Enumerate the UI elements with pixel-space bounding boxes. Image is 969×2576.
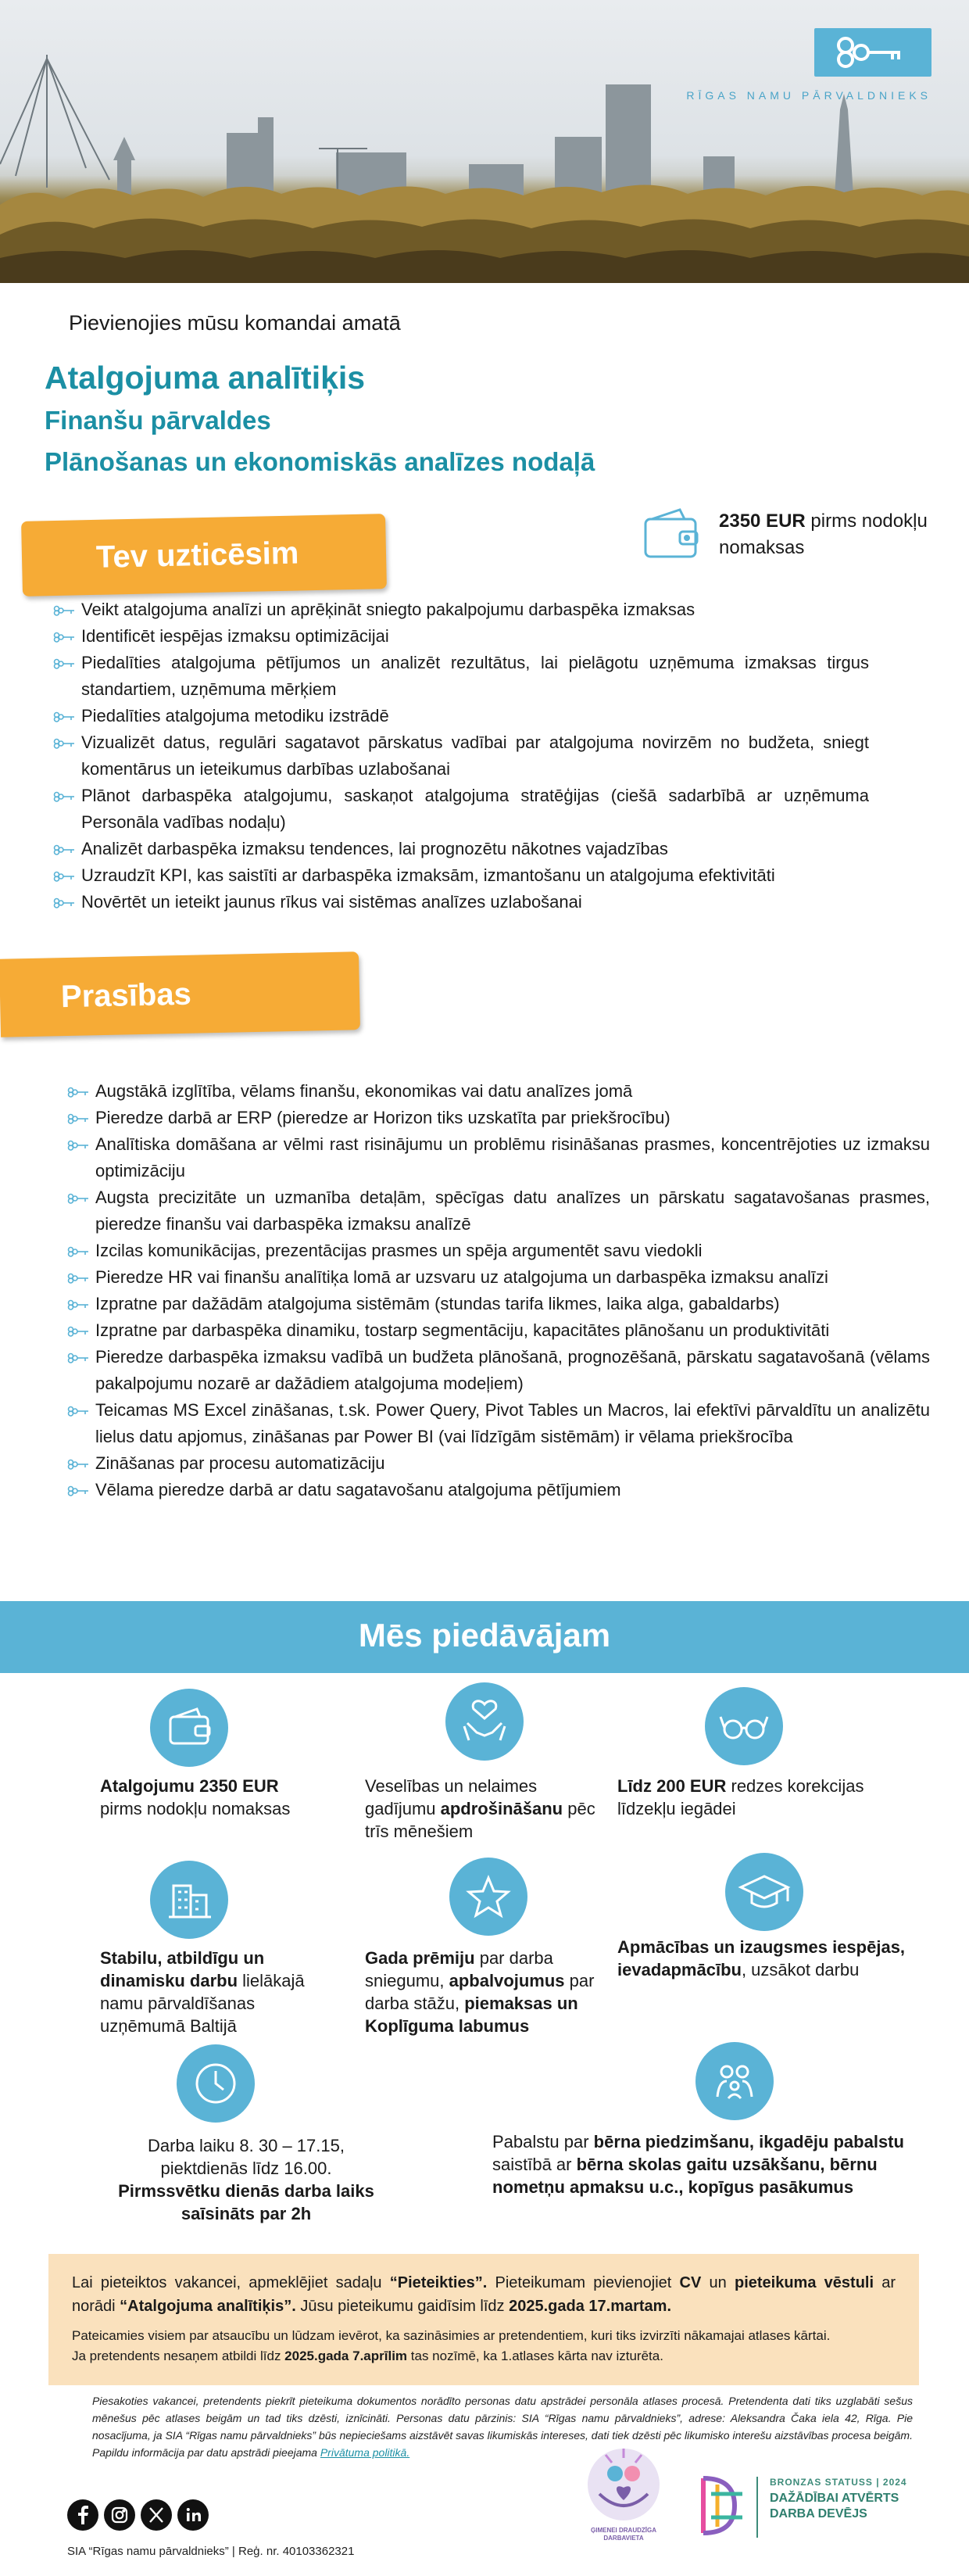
privacy-policy-link[interactable]: Privātuma politikā. (320, 2446, 410, 2459)
responsibility-item (53, 783, 869, 836)
offer-family-bold: bērna piedzimšanu, ikgadēju pabalstu (593, 2132, 904, 2151)
responsibility-item (53, 889, 869, 915)
offer-work-hours-bold: Pirmssvētku dienās darba laiks saīsināts par 2h (118, 2181, 374, 2223)
responsibilities-heading: Tev uzticēsim (95, 536, 299, 575)
application-instructions (72, 2271, 896, 2318)
diversity-employer-title (770, 2491, 899, 2522)
company-logo (686, 28, 931, 102)
application-info-box (48, 2254, 919, 2385)
offer-work-hours-line2: piektdienās līdz 16.00. (160, 2159, 332, 2178)
offer-family-text: Pabalstu par (492, 2132, 594, 2151)
apply-cv: CV (679, 2274, 702, 2291)
key-bullet-icon (67, 1299, 91, 1310)
requirement-item-text: Pieredze HR vai finanšu analītiķa lomā ar uzsvaru uz atalgojuma un darbaspēka izmaksu analīzi (95, 1267, 828, 1287)
offer-insurance (365, 1775, 599, 1843)
requirements-list (67, 1078, 930, 1503)
key-bullet-icon (67, 1246, 91, 1257)
apply-reply-text: Ja pretendents nesaņem atbildi līdz (72, 2348, 285, 2363)
apply-letter: pieteikuma vēstuli (734, 2274, 874, 2291)
family-friendly-badge-icon (582, 2439, 665, 2531)
apply-text-a: Lai pieteiktos vakancei, apmeklējiet sadaļu (72, 2274, 390, 2291)
buildings-icon (150, 1861, 228, 1939)
responsibility-item (53, 836, 869, 862)
offer-awards-text: par darba stāžu, (365, 1971, 595, 2013)
responsibility-item (53, 650, 869, 703)
requirement-item (67, 1450, 930, 1477)
diversity-title-line2: DARBA DEVĒJS (770, 2507, 867, 2520)
job-title: Atalgojuma analītiķis (45, 360, 366, 396)
requirement-item (67, 1184, 930, 1238)
offer-stable-job-text: lielākajā namu pārvaldīšanas uzņēmumā Baltijā (100, 1971, 305, 2036)
apply-text-c: Pieteikumam pievienojiet (487, 2274, 680, 2291)
apply-text-g: ar norādi (72, 2274, 896, 2315)
requirement-item (67, 1105, 930, 1131)
salary-amount: 2350 EUR (719, 511, 806, 532)
family-icon (695, 2042, 774, 2120)
responsibility-item (53, 703, 869, 729)
salary-info (719, 508, 953, 561)
responsibility-item-text: Vizualizēt datus, regulāri sagatavot pārskatus vadībai par atalgojuma novirzēm no budžeta, sniegt komentārus un ieteikumus darbības uzlabošanai (81, 733, 869, 779)
salary-note: pirms nodokļu nomaksas (719, 511, 928, 558)
key-bullet-icon (67, 1459, 91, 1470)
glasses-icon (705, 1687, 783, 1765)
responsibility-item (53, 862, 869, 889)
key-bullet-icon (67, 1326, 91, 1337)
apply-text-e: un (701, 2274, 735, 2291)
key-bullet-icon (53, 844, 77, 855)
privacy-text: Piesakoties vakancei, pretendents piekrīt pieteikuma dokumentos norādīto personas datu apstrādei personāla atlases procesā. Pretendenta dati tiks uzglabāti sešus mēnešus pēc atlases beigām un tad tiks dzēsti, iznīcināti. Personas datu pārzinis: SIA “Rīgas namu pārvaldnieks”, adrese: Aleksandra Čaka iela 42, Rīga. Pie nosacījuma, ja SIA “Rīgas namu pārvaldnieks” būs nepieciešams aizstāvēt savas likumiskās intereses, dati tiek dzēsti pēc likumisko interešu aizstāvības procesa beigām. Papildu informācija par datu apstrādi pieejama (92, 2395, 913, 2459)
bronze-status-label: BRONZAS STATUSS | 2024 (770, 2477, 907, 2488)
offer-training-bold: Apmācības un izaugsmes iespējas, ievadapmācību (617, 1937, 906, 1979)
responsibilities-list (53, 597, 869, 915)
requirement-item (67, 1317, 930, 1344)
apply-text-i: Jūsu pieteikumu gaidīsim līdz (295, 2298, 510, 2315)
job-division: Plānošanas un ekonomiskās analīzes nodaļā (45, 447, 595, 476)
requirement-item-text: Vēlama pieredze darbā ar datu sagatavošanu atalgojuma pētījumiem (95, 1480, 621, 1499)
offer-bonus-bold: Gada prēmiju (365, 1948, 475, 1968)
offer-work-hours (117, 2134, 375, 2225)
requirement-item-text: Augstākā izglītība, vēlams finanšu, ekonomikas vai datu analīzes jomā (95, 1081, 633, 1101)
requirement-item (67, 1264, 930, 1291)
offer-work-hours-line1: Darba laiku 8. 30 – 17.15, (148, 2136, 345, 2155)
requirement-item (67, 1131, 930, 1184)
health-hands-icon (445, 1682, 524, 1761)
requirement-item (67, 1078, 930, 1105)
offer-family-bold-2: bērna skolas gaitu uzsākšanu, bērnu nometņu apmaksu u.c., kopīgus pasākumus (492, 2155, 878, 2197)
responsibility-item-text: Plānot darbaspēka atalgojumu, saskaņot atalgojuma stratēģijas (ciešā sadarbībā ar uzņēmuma Personāla vadības nodaļu) (81, 786, 869, 832)
offer-stable-job (100, 1947, 327, 2037)
requirement-item-text: Pieredze darbā ar ERP (pieredze ar Horizon tiks uzskatīta par priekšrocību) (95, 1108, 670, 1127)
offer-bonus-text: par darba sniegumu, (365, 1948, 553, 1990)
offer-insurance-bold: apdrošināšanu (440, 1799, 563, 1818)
responsibility-item-text: Novērtēt un ieteikt jaunus rīkus vai sistēmas analīzes uzlabošanai (81, 892, 582, 912)
requirement-item (67, 1344, 930, 1397)
requirement-item-text: Zināšanas par procesu automatizāciju (95, 1453, 385, 1473)
requirements-heading-tab (0, 951, 360, 1037)
intro-text: Pievienojies mūsu komandai amatā (69, 311, 401, 335)
key-bullet-icon (67, 1352, 91, 1363)
offer-glasses (617, 1775, 875, 1820)
apply-reply-text-2: tas nozīmē, ka 1.atlases kārta nav izturēta. (407, 2348, 663, 2363)
privacy-notice (92, 2392, 913, 2461)
offer-family-text-2: saistībā ar (492, 2155, 577, 2174)
star-icon (449, 1858, 527, 1936)
family-friendly-badge-label: ĢIMENEI DRAUDZĪGA DARBAVIETA (591, 2527, 656, 2542)
requirement-item-text: Izpratne par darbaspēka dinamiku, tostarp segmentāciju, kapacitātes plānošanu un produktivitāti (95, 1320, 830, 1340)
requirement-item-text: Analītiska domāšana ar vēlmi rast risinājumu un problēmu risināšanas prasmes, koncentrējoties uz izmaksu optimizāciju (95, 1134, 930, 1181)
requirement-item (67, 1477, 930, 1503)
requirement-item (67, 1397, 930, 1450)
apply-thanks: Pateicamies visiem par atsaucību un lūdzam ievērot, ka sazināsimies ar pretendentiem, kuri tiks izvirzīti nākamajai atlases kārtai. (72, 2328, 831, 2343)
responsibility-item-text: Identificēt iespējas izmaksu optimizācijai (81, 626, 389, 646)
responsibility-item (53, 597, 869, 623)
key-bullet-icon (53, 711, 77, 722)
key-bullet-icon (67, 1140, 91, 1151)
key-bullet-icon (53, 605, 77, 616)
facebook-icon[interactable] (67, 2499, 98, 2531)
responsibility-item (53, 623, 869, 650)
responsibility-item-text: Piedalīties atalgojuma pētījumos un analizēt rezultātus, lai pielāgotu uzņēmuma izmaksas tirgus standartiem, uzņēmuma mērķiem (81, 653, 869, 699)
key-bullet-icon (67, 1406, 91, 1417)
instagram-icon[interactable] (104, 2499, 135, 2531)
diversity-badge-icon (694, 2470, 756, 2541)
requirement-item (67, 1291, 930, 1317)
key-bullet-icon (53, 871, 77, 882)
offer-benefits-bold: piemaksas un Koplīguma labumus (365, 1994, 578, 2036)
responsibility-item-text: Analizēt darbaspēka izmaksu tendences, lai prognozētu nākotnes vajadzības (81, 839, 668, 858)
offer-heading-band (0, 1601, 969, 1673)
x-icon[interactable] (141, 2499, 172, 2531)
key-bullet-icon (67, 1113, 91, 1124)
apply-link-label: “Pieteikties”. (389, 2274, 488, 2291)
responsibility-item-text: Piedalīties atalgojuma metodiku izstrādē (81, 706, 389, 726)
offer-salary-bold: Atalgojumu 2350 EUR (100, 1776, 279, 1796)
offer-bonus (365, 1947, 599, 2037)
responsibility-item (53, 729, 869, 783)
company-registration: SIA “Rīgas namu pārvaldnieks” | Reģ. nr. 40103362321 (67, 2545, 355, 2558)
key-bullet-icon (67, 1273, 91, 1284)
requirement-item-text: Augsta precizitāte un uzmanība detaļām, spēcīgas datu analīzes un pārskatu sagatavošanas prasmes, pieredze finanšu vai darbaspēka izmaksu analīzē (95, 1188, 930, 1234)
apply-deadline: 2025.gada 17.martam. (509, 2298, 672, 2315)
requirement-item-text: Izpratne par dažādām atalgojuma sistēmām (stundas tarifa likmes, laika alga, gabaldarbs) (95, 1294, 780, 1313)
diversity-title-line1: DAŽĀDĪBAI ATVĒRTS (770, 2492, 899, 2505)
job-department: Finanšu pārvaldes (45, 406, 271, 435)
responsibility-item-text: Veikt atalgojuma analīzi un aprēķināt sniegto pakalpojumu darbaspēka izmaksas (81, 600, 695, 619)
key-bullet-icon (53, 658, 77, 669)
application-notice (72, 2326, 896, 2366)
offer-glasses-text: redzes korekcijas līdzekļu iegādei (617, 1776, 864, 1818)
offer-insurance-text: Veselības un nelaimes gadījumu (365, 1776, 538, 1818)
badge-divider (756, 2477, 758, 2538)
graduation-cap-icon (725, 1853, 803, 1931)
key-bullet-icon (67, 1485, 91, 1496)
offer-training (617, 1936, 914, 1981)
offer-insurance-text-2: pēc trīs mēnešiem (365, 1799, 595, 1841)
offer-family-support (492, 2130, 906, 2198)
responsibility-item-text: Uzraudzīt KPI, kas saistīti ar darbaspēka izmaksām, izmantošanu un atalgojuma efektivitāti (81, 865, 775, 885)
apply-reply-date: 2025.gada 7.aprīlim (284, 2348, 408, 2363)
offer-glasses-bold: Līdz 200 EUR (617, 1776, 727, 1796)
wallet-icon (150, 1689, 228, 1767)
key-bullet-icon (53, 791, 77, 802)
offer-training-text: , uzsākot darbu (741, 1960, 860, 1979)
offer-stable-job-bold: Stabilu, atbildīgu un dinamisku darbu (100, 1948, 265, 1990)
logo-text: RĪGAS NAMU PĀRVALDNIEKS (686, 89, 931, 102)
key-bullet-icon (67, 1193, 91, 1204)
requirement-item-text: Pieredze darbaspēka izmaksu vadībā un budžeta plānošanā, prognozēšanā, pārskatu sagatavošanā (vēlams pakalpojumu nozarē ar dažādiem atalgojuma modeļiem) (95, 1347, 930, 1393)
offer-salary-note: pirms nodokļu nomaksas (100, 1799, 291, 1818)
wallet-icon (642, 507, 700, 561)
offer-heading: Mēs piedāvājam (358, 1617, 611, 1653)
requirements-heading: Prasības (60, 976, 192, 1015)
key-bullet-icon (53, 897, 77, 908)
offer-awards-bold: apbalvojumus (449, 1971, 565, 1990)
key-bullet-icon (53, 738, 77, 749)
apply-position: “Atalgojuma analītiķis”. (120, 2298, 296, 2315)
key-bullet-icon (67, 1087, 91, 1098)
requirement-item (67, 1238, 930, 1264)
responsibilities-heading-tab (21, 514, 387, 597)
clock-icon (177, 2044, 255, 2123)
linkedin-icon[interactable] (177, 2499, 209, 2531)
offer-salary (100, 1775, 319, 1820)
requirement-item-text: Izcilas komunikācijas, prezentācijas prasmes un spēja argumentēt savu viedokli (95, 1241, 703, 1260)
key-bullet-icon (53, 632, 77, 643)
requirement-item-text: Teicamas MS Excel zināšanas, t.sk. Power Query, Pivot Tables un Macros, lai efektīvi pārvaldītu un analizētu lielus datu apjomus, zināšanas par Power BI (vai līdzīgām sistēmām) ir vēlama priekšrocība (95, 1400, 930, 1446)
